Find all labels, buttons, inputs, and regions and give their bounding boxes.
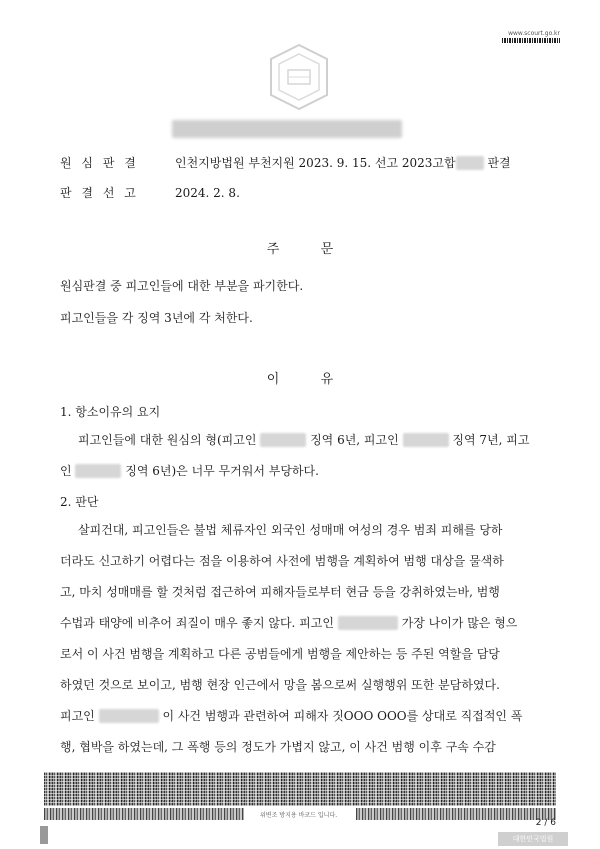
s1-text-b: 징역 6년, 피고인: [310, 433, 399, 447]
section-1-line-2: [60, 463, 319, 479]
original-judgment-label: 원 심 판 결: [60, 156, 139, 170]
barcode-note: 위변조 방지용 바코드 입니다.: [260, 812, 338, 819]
p4-text-b: 가장 나이가 많은 형으: [401, 616, 518, 630]
p4-text-a: 수법과 태양에 비추어 죄질이 매우 좋지 않다. 피고인: [60, 616, 334, 630]
section-1-title: 1. 항소이유의 요지: [60, 405, 161, 419]
court-seal-watermark: [264, 42, 334, 112]
redacted-case-number: [456, 156, 484, 170]
redacted-defendant-name: [338, 616, 398, 630]
s1-text-c: 징역 7년, 피고: [452, 433, 530, 447]
redacted-title: [172, 120, 402, 138]
paragraph-line-6: 하였던 것으로 보이고, 범행 현장 인근에서 망을 봄으로써 실행행위 또한 분담하였다.: [60, 678, 500, 692]
paragraph-line-4: [60, 615, 517, 631]
s1-text-a: 피고인들에 대한 원심의 형(피고인: [78, 433, 257, 447]
section-1-line-1: [78, 432, 529, 448]
site-url: www.scourt.go.kr: [508, 30, 560, 37]
original-judgment-value: [175, 155, 511, 171]
original-judgment-text: 인천지방법원 부천지원 2023. 9. 15. 선고 2023고합: [175, 156, 456, 170]
order-line-1: 원심판결 중 피고인들에 대한 부분을 파기한다.: [60, 279, 304, 293]
anti-forgery-barcode: [44, 772, 556, 806]
paragraph-line-7: [60, 708, 522, 724]
s1-text-d: 인: [60, 464, 72, 478]
paragraph-line-5: 로서 이 사건 범행을 계획하고 다른 공범들에게 범행을 제안하는 등 주된 역할을 담당: [60, 647, 500, 661]
page-number: 2 / 6: [535, 818, 556, 828]
paragraph-line-3: 고, 마치 성매매를 할 것처럼 접근하여 피해자들로부터 현금 등을 강취하였는바, 범행: [60, 585, 500, 599]
order-heading: [0, 242, 600, 258]
redacted-defendant-name: [403, 433, 449, 447]
redacted-defendant-name: [99, 709, 159, 723]
redacted-defendant-name: [75, 464, 121, 478]
section-2-title: 2. 판단: [60, 495, 99, 509]
p7-text-a: 피고인: [60, 709, 95, 723]
order-line-2: 피고인들을 각 징역 3년에 각 처한다.: [60, 311, 253, 325]
p7-text-b: 이 사건 범행과 관련하여 피해자 짓OOO OOO를 상대로 직접적인 폭: [162, 709, 523, 723]
corner-mark: [40, 826, 48, 844]
s1-text-e: 징역 6년)은 너무 무거워서 부당하다.: [125, 464, 319, 478]
original-judgment-suffix: 판결: [487, 156, 511, 170]
anti-forgery-barcode-left: [44, 808, 244, 820]
header-barcode: [502, 38, 560, 43]
paragraph-line-1: 살피건대, 피고인들은 불법 체류자인 외국인 성매매 여성의 경우 범죄 피해를 당하: [78, 523, 503, 537]
decision-date-label: 판 결 선 고: [60, 186, 139, 200]
decision-date-value: 2024. 2. 8.: [175, 186, 240, 200]
issuer-stamp: 대한민국법원: [498, 832, 568, 846]
reason-heading-text: 이 유: [266, 372, 334, 387]
order-heading-text: 주 문: [266, 242, 334, 257]
redacted-defendant-name: [260, 433, 306, 447]
paragraph-line-2: 더라도 신고하기 어렵다는 점을 이용하여 사전에 범행을 계획하여 범행 대상을 물색하: [60, 554, 504, 568]
reason-heading: [0, 372, 600, 388]
paragraph-line-8: 행, 협박을 하였는데, 그 폭행 등의 정도가 가볍지 않고, 이 사건 범행 이후 구속 수감: [60, 740, 496, 754]
anti-forgery-barcode-right: [356, 808, 556, 820]
